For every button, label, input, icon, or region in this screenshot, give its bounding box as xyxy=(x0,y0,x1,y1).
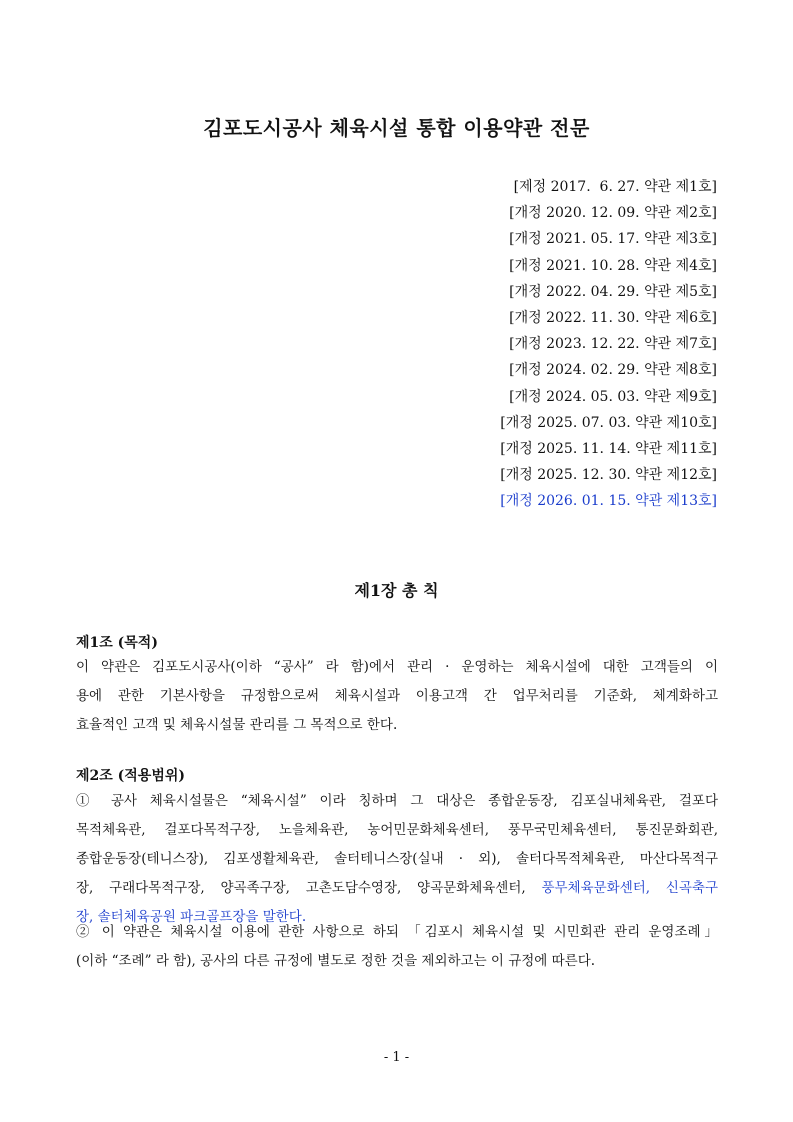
article-2-heading: 제2조 (적용범위) xyxy=(76,768,186,784)
revision-entry: [개정 2025. 07. 03. 약관 제10호] xyxy=(500,414,717,431)
body-line xyxy=(76,879,718,908)
amended-text: 풍무체육문화센터, 신곡축구 xyxy=(541,880,719,896)
revision-entry: [개정 2022. 11. 30. 약관 제6호] xyxy=(509,309,717,326)
revision-history xyxy=(500,179,717,519)
article-2-paragraph-1 xyxy=(76,792,718,937)
article-1-body xyxy=(76,658,718,745)
chapter-title: 제1장 총 칙 xyxy=(354,581,439,600)
body-line: 이 약관은 김포도시공사(이하 “공사” 라 함)에서 관리 · 운영하는 체육시설에 대한 고객들의 이 xyxy=(76,659,718,675)
body-line: 종합운동장(테니스장), 김포생활체육관, 솔터테니스장(실내 · 외), 솔터다목적체육관, 마산다목적구 xyxy=(76,851,718,867)
body-line: 목적체육관, 걸포다목적구장, 노을체육관, 농어민문화체육센터, 풍무국민체육센터, 통진문화회관, xyxy=(76,822,718,838)
revision-entry: [개정 2020. 12. 09. 약관 제2호] xyxy=(509,205,717,222)
revision-entry: [개정 2024. 02. 29. 약관 제8호] xyxy=(509,362,717,379)
page-number: - 1 - xyxy=(383,1050,410,1065)
body-line: ① 공사 체육시설물은 “체육시설” 이라 칭하며 그 대상은 종합운동장, 김포실내체육관, 걸포다 xyxy=(76,793,718,809)
document-title: 김포도시공사 체육시설 통합 이용약관 전문 xyxy=(203,116,590,140)
body-line: 용에 관한 기본사항을 규정함으로써 체육시설과 이용고객 간 업무처리를 기준화, 체계화하고 xyxy=(76,688,718,704)
revision-entry: [개정 2021. 10. 28. 약관 제4호] xyxy=(509,257,717,274)
amended-line: 장, 솔터체육공원 파크골프장을 말한다. xyxy=(76,909,307,925)
body-line: 효율적인 고객 및 체육시설물 관리를 그 목적으로 한다. xyxy=(76,717,398,733)
revision-entry: [개정 2022. 04. 29. 약관 제5호] xyxy=(509,283,717,300)
body-line: ② 이 약관은 체육시설 이용에 관한 사항으로 하되 「김포시 체육시설 및 시민회관 관리 운영조례」 xyxy=(76,924,718,940)
revision-entry-latest: [개정 2026. 01. 15. 약관 제13호] xyxy=(500,493,717,510)
article-2-paragraph-2 xyxy=(76,923,718,981)
revision-entry: [개정 2021. 05. 17. 약관 제3호] xyxy=(509,231,717,248)
revision-entry: [개정 2025. 11. 14. 약관 제11호] xyxy=(500,440,717,457)
body-line: (이하 “조례” 라 함), 공사의 다른 규정에 별도로 정한 것을 제외하고는 이 규정에 따른다. xyxy=(76,953,596,969)
revision-entry: [제정 2017. 6. 27. 약관 제1호] xyxy=(513,179,717,195)
revision-entry: [개정 2025. 12. 30. 약관 제12호] xyxy=(500,467,717,484)
body-line-text: 장, 구래다목적구장, 양곡족구장, 고촌도담수영장, 양곡문화체육센터, xyxy=(76,880,542,896)
article-1-heading: 제1조 (목적) xyxy=(76,635,158,651)
revision-entry: [개정 2023. 12. 22. 약관 제7호] xyxy=(509,336,717,353)
revision-entry: [개정 2024. 05. 03. 약관 제9호] xyxy=(509,388,717,405)
